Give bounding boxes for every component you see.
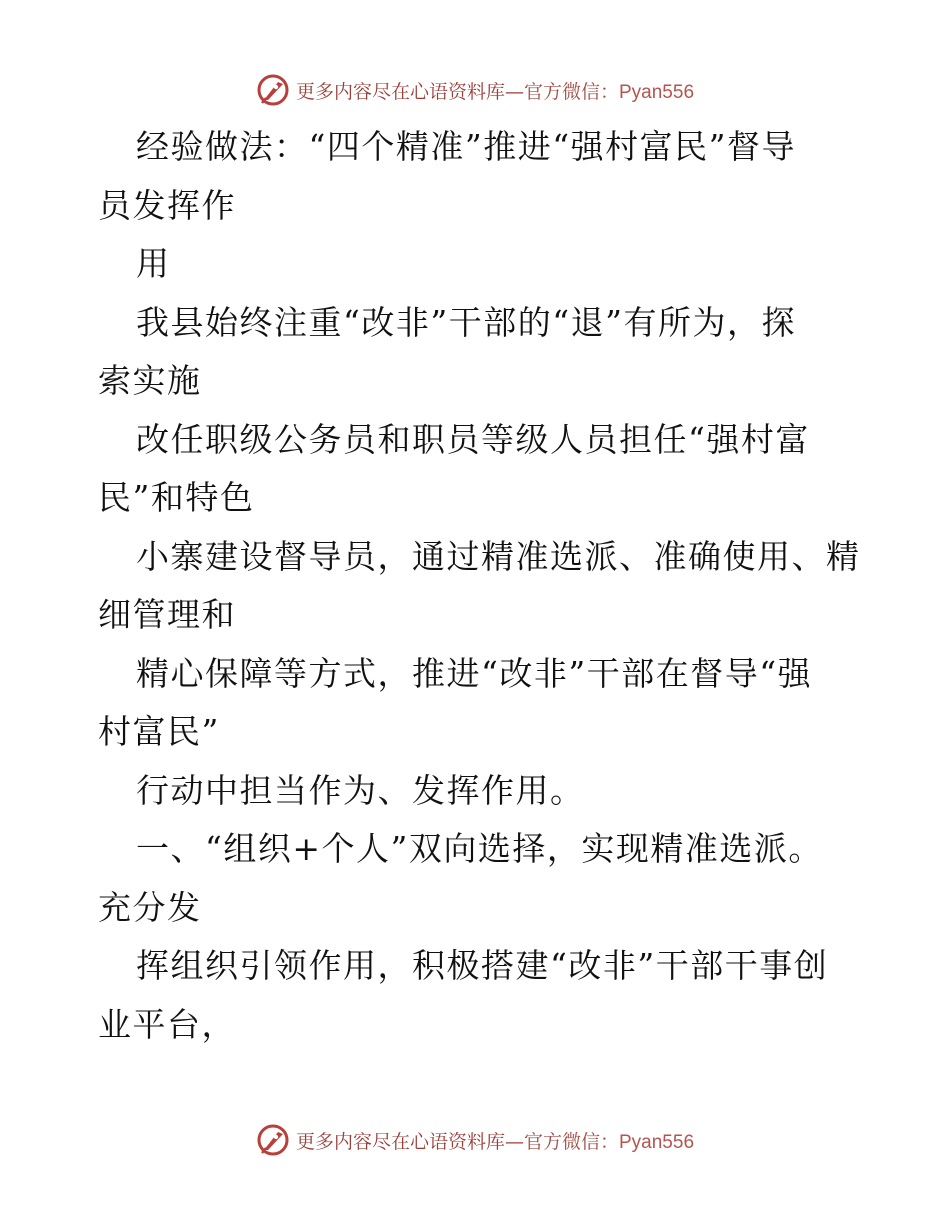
quill-pen-logo-icon [256, 73, 290, 107]
watermark-dash: — [504, 80, 524, 103]
text-line: 充分发 [98, 887, 202, 927]
text-line: 挥组织引领作用，积极搭建“改非”干部干事创 [136, 946, 829, 985]
watermark-wechat-label: 官方微信： [523, 1130, 619, 1153]
header-watermark [0, 70, 950, 110]
text-line: 行动中担当作为、发挥作用。 [136, 770, 585, 810]
text-line: 经验做法：“四个精准”推进“强村富民”督导 [136, 127, 796, 166]
text-line: 用 [136, 244, 171, 283]
watermark-wechat-label: 官方微信： [523, 80, 619, 103]
text-line: 改任职级公务员和职员等级人员担任“强村富 [136, 419, 810, 459]
watermark-site: 更多内容尽在心语资料库 [295, 1130, 505, 1153]
text-line: 村富民” [98, 712, 220, 751]
text-line: 业平台， [98, 1004, 236, 1044]
quill-pen-logo-icon [256, 1123, 290, 1157]
watermark-dash: — [504, 1130, 524, 1153]
text-line: 员发挥作 [98, 185, 236, 225]
text-line: 民”和特色 [98, 478, 255, 517]
text-line: 细管理和 [98, 595, 236, 634]
watermark-wechat-id: Pyan556 [619, 81, 695, 103]
footer-watermark [0, 1120, 950, 1160]
text-line: 我县始终注重“改非”干部的“退”有所为，探 [136, 302, 796, 342]
document-body [98, 118, 868, 1054]
text-line: 索实施 [98, 361, 202, 400]
watermark-site: 更多内容尽在心语资料库 [295, 80, 505, 103]
text-line: 精心保障等方式，推进“改非”干部在督导“强 [136, 653, 813, 693]
text-line: 小寨建设督导员，通过精准选派、准确使用、精 [136, 536, 861, 576]
text-line: 一、“组织+个人”双向选择，实现精准选派。 [136, 829, 823, 868]
watermark-text [296, 77, 694, 104]
watermark-text [296, 1127, 694, 1154]
watermark-wechat-id: Pyan556 [619, 1131, 695, 1153]
